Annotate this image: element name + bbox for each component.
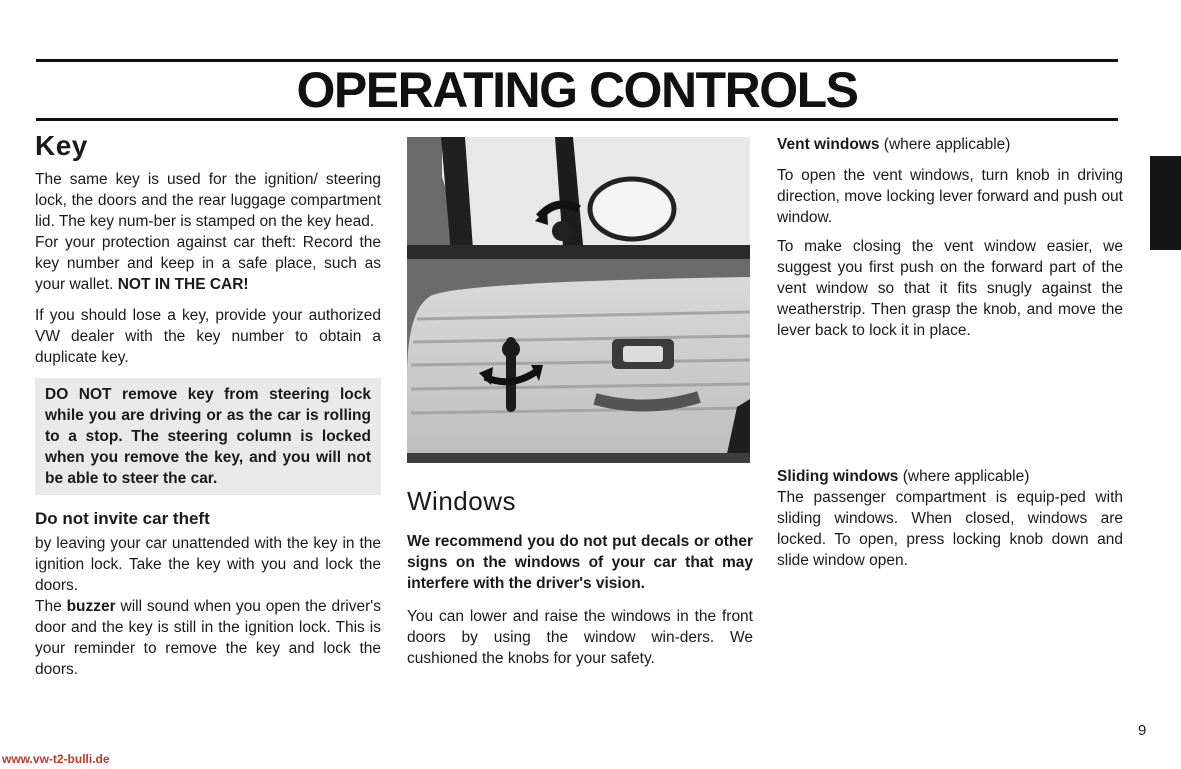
page-number: 9: [1138, 722, 1147, 739]
theft-para-1: by leaving your car unattended with the key in the ignition lock. Take the key with you and lock the doors.: [35, 535, 381, 594]
vent-heading: [777, 134, 1123, 155]
windows-recommendation: We recommend you do not put decals or other signs on the windows of your car that may interfere with the driver's vision.: [407, 533, 753, 592]
key-para-2-bold: NOT IN THE CAR!: [117, 276, 249, 293]
watermark-url[interactable]: www.vw-t2-bulli.de: [2, 752, 110, 766]
theft-para-2-post: will sound when you open the driver's door and the key is still in the ignition lock. This is your reminder to remove the key and lock the doors.: [35, 598, 381, 678]
column-right-sliding: [777, 466, 1123, 571]
vent-heading-bold: Vent windows: [777, 136, 880, 153]
windows-para: You can lower and raise the windows in the front doors by using the window win-ders. We cushioned the knobs for your safety.: [407, 608, 753, 667]
vent-heading-suffix: (where applicable): [879, 136, 1011, 153]
key-para-2: [35, 232, 381, 295]
buzzer-word: buzzer: [66, 598, 116, 615]
theft-para-2-pre: The: [35, 598, 67, 615]
key-para-2-text: For your protection against car theft: Record the key number and keep in a safe place, such as your wallet.: [35, 234, 381, 293]
theft-heading: Do not invite car theft: [35, 509, 210, 528]
key-para-3: If you should lose a key, provide your authorized VW dealer with the key number to obtain a duplicate key.: [35, 307, 381, 366]
theft-para-2: [35, 596, 381, 680]
sliding-para: The passenger compartment is equip-ped with sliding windows. When closed, windows are locked. To open, press locking knob down and slide window open.: [777, 489, 1123, 569]
column-right: [777, 134, 1123, 341]
vent-para-2: To make closing the vent window easier, we suggest you first push on the forward part of the vent window so that it fits snugly against the weatherstrip. Then grasp the knob, and move the lever back to lock it in place.: [777, 238, 1123, 339]
key-heading: Key: [35, 130, 88, 161]
sliding-heading-bold: Sliding windows: [777, 468, 899, 485]
windows-heading: Windows: [407, 486, 516, 516]
door-interior-photo: [407, 137, 750, 463]
vent-para-1: To open the vent windows, turn knob in driving direction, move locking lever forward and push out window.: [777, 167, 1123, 226]
title-rule: [36, 118, 1118, 121]
column-middle: [407, 486, 753, 669]
chapter-tab-marker: [1150, 156, 1181, 250]
sliding-heading: [777, 466, 1123, 487]
sliding-heading-suffix: (where applicable): [898, 468, 1030, 485]
key-warning-box: DO NOT remove key from steering lock while you are driving or as the car is rolling to a stop. The steering column is locked when you remove the key, and you will not be able to steer the car.: [35, 378, 381, 495]
key-para-1: The same key is used for the ignition/ steering lock, the doors and the rear luggage compartment lid. The key num-ber is stamped on the key head.: [35, 171, 381, 230]
page-title: OPERATING CONTROLS: [296, 62, 858, 118]
column-left: [35, 126, 381, 680]
